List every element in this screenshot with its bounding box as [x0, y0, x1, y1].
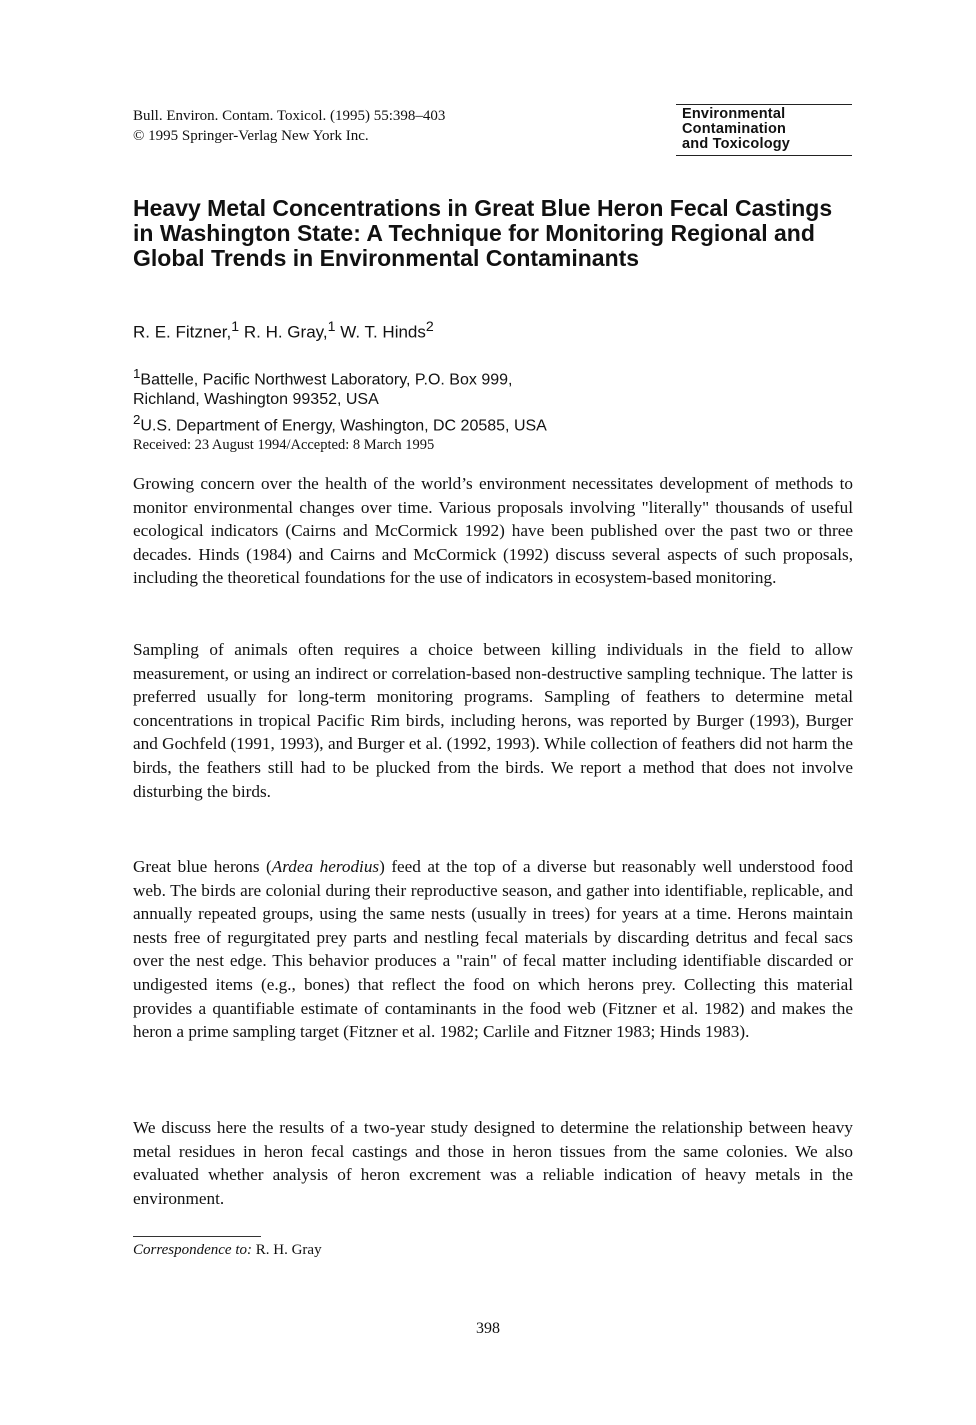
body-paragraph: Sampling of animals often requires a choice between killing individuals in the field to allow measurement, or using an indirect or correlation-based non-destructive sampling technique. The latter is preferred usually for long-term monitoring programs. Sampling of feathers to determine metal concentrations in tropical Pacific Rim birds, including herons, was reported by Burger (1993), Burger and Gochfeld (1991, 1993), and Burger et al. (1992, 1993). While collection of feathers did not harm the birds, the feathers still had to be plucked from the birds. We report a method that does not involve disturbing the birds.	[133, 640, 853, 801]
species-name: Ardea herodius	[271, 857, 380, 876]
copyright-line: © 1995 Springer-Verlag New York Inc.	[133, 128, 369, 144]
correspondence-name: R. H. Gray	[252, 1242, 322, 1258]
body-paragraph	[133, 855, 853, 1044]
affiliation-marker: 1	[231, 319, 240, 335]
paragraph-text: ) feed at the top of a diverse but reasonably well understood food web. The birds are colonial during their reproductive season, and gather into identifiable, replicable, and annually repeated groups, using the same nests (usually in trees) for years at a time. Herons maintain nests free of regurgitated prey parts and nestling fecal materials by discarding detritus and fecal sacs over the nest edge. This behavior produces a "rain" of fecal matter including identifiable discarded or undigested items (e.g., bones) that reflect the food on which herons prey. Collecting this material provides a quantifiable estimate of contaminants in the food web (Fitzner et al. 1982) and makes the heron a prime sampling target (Fitzner et al. 1982; Carlile and Fitzner 1983; Hinds 1983).	[133, 857, 853, 1042]
affiliation-line	[133, 410, 547, 436]
journal-logo-line: and Toxicology	[682, 136, 791, 152]
correspondence-footnote	[133, 1241, 322, 1259]
affiliations	[133, 364, 547, 437]
affiliation-line	[133, 364, 547, 390]
affiliation-line	[133, 390, 547, 410]
affiliation-marker: 2	[425, 319, 434, 335]
affiliation-marker: 2	[133, 412, 141, 428]
author-name: W. T. Hinds	[340, 322, 426, 342]
affiliation-marker: 1	[133, 366, 141, 381]
author-name: R. E. Fitzner,	[133, 322, 232, 342]
footnote-divider	[133, 1236, 261, 1237]
paragraph-text: Great blue herons (	[133, 857, 272, 876]
page-number: 398	[476, 1320, 500, 1337]
article-title: Heavy Metal Concentrations in Great Blue Heron Fecal Castings in Washington State: A Technique for Monitoring Regional and Global Trends in Environmental Contaminants	[133, 195, 833, 271]
correspondence-label: Correspondence to:	[133, 1242, 253, 1258]
body-paragraph: Growing concern over the health of the world’s environment necessitates development of methods to monitor environmental changes over time. Various proposals involving "literally" thousands of useful ecological indicators (Cairns and McCormick 1992) have been published over the past two or three decades. Hinds (1984) and Cairns and McCormick (1992) discuss several aspects of such proposals, including the theoretical foundations for the use of indicators in ecosystem-based monitoring.	[133, 474, 853, 588]
received-dates: Received: 23 August 1994/Accepted: 8 March 1995	[133, 437, 435, 453]
journal-logo-line: Contamination	[682, 121, 787, 137]
author-list	[133, 316, 434, 344]
affiliation-text: Battelle, Pacific Northwest Laboratory, P.O. Box 999,	[140, 371, 513, 389]
affiliation-marker: 1	[327, 319, 336, 335]
journal-logo	[676, 104, 852, 156]
citation-line: Bull. Environ. Contam. Toxicol. (1995) 55:398–403	[133, 108, 446, 124]
journal-logo-line: Environmental	[682, 106, 786, 122]
body-paragraph: We discuss here the results of a two-year study designed to determine the relationship between heavy metal residues in heron fecal castings and those in heron tissues from the same colonies. We also evaluated whether analysis of heron excrement was a reliable indication of heavy metals in the environment.	[133, 1118, 853, 1208]
citation-header	[133, 106, 445, 146]
affiliation-text: Richland, Washington 99352, USA	[133, 391, 379, 409]
author-name: R. H. Gray,	[243, 322, 328, 342]
affiliation-text: U.S. Department of Energy, Washington, DC 20585, USA	[140, 417, 547, 435]
